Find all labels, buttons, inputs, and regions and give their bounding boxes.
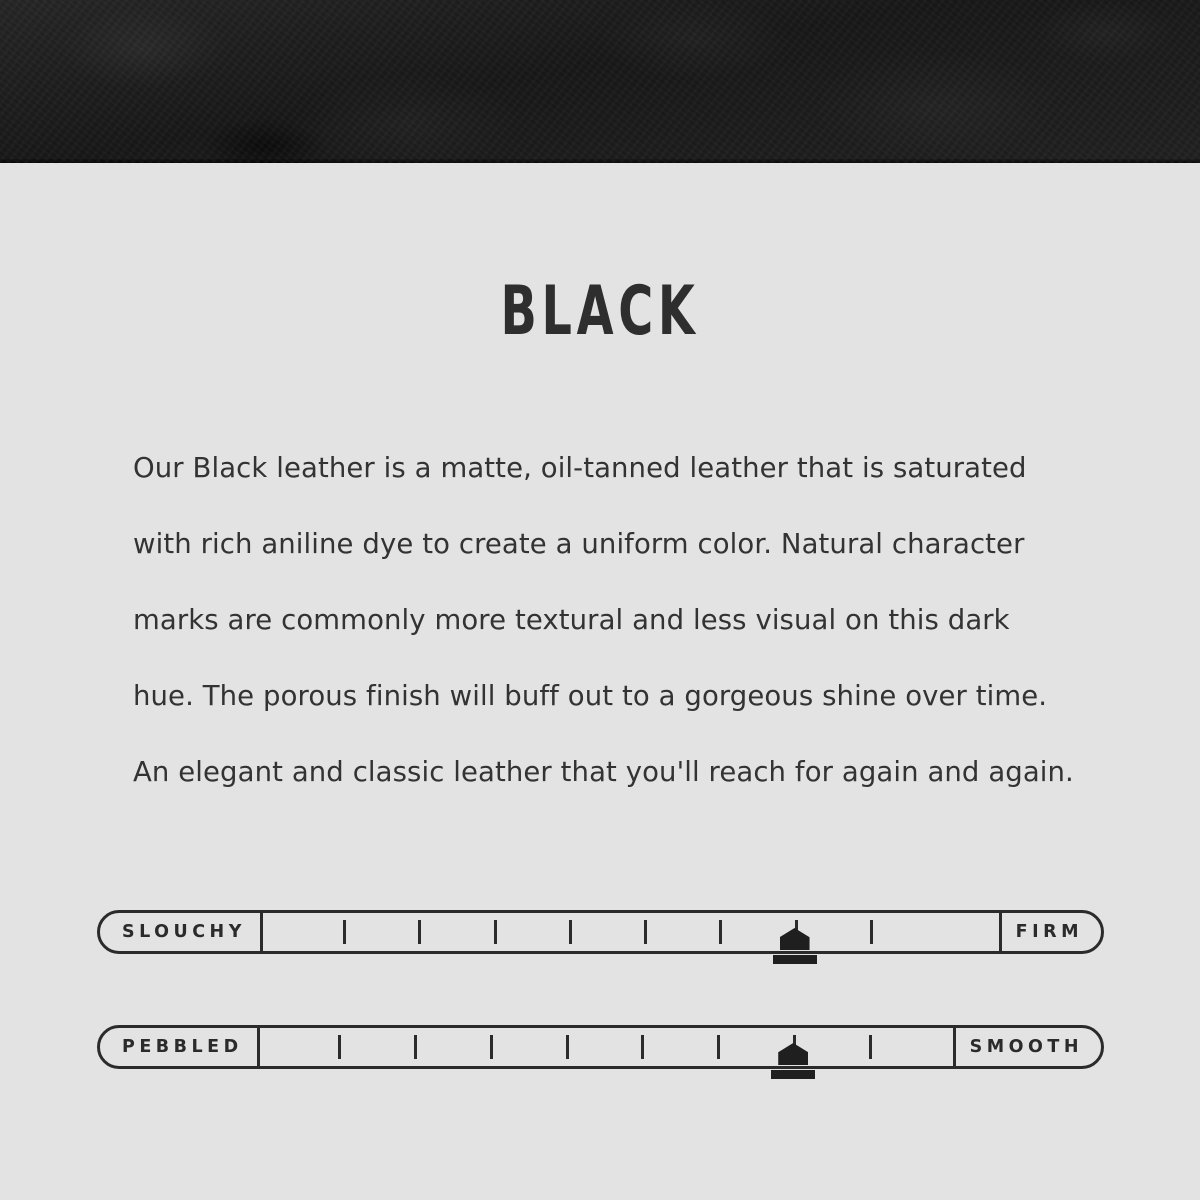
scale-tick [717, 1035, 720, 1059]
scale-texture-ticks [262, 1028, 945, 1066]
scale-tick [719, 920, 722, 944]
description-line-4: hue. The porous finish will buff out to a gorgeous shine over time. [133, 680, 1048, 712]
scale-tick [641, 1035, 644, 1059]
description-line-3: marks are commonly more textural and less visual on this dark [133, 604, 1010, 636]
scale-tick [343, 920, 346, 944]
scale-tick [418, 920, 421, 944]
scale-tick [494, 920, 497, 944]
scale-texture-marker[interactable] [771, 1043, 815, 1091]
description-line-1: Our Black leather is a matte, oil-tanned leather that is saturated [133, 452, 1027, 484]
marker-head-icon [778, 1043, 808, 1065]
scale-structure-marker[interactable] [773, 928, 817, 976]
scale-tick [338, 1035, 341, 1059]
scale-tick [414, 1035, 417, 1059]
marker-bar-icon [773, 955, 817, 964]
scale-tick [566, 1035, 569, 1059]
marker-head-icon [780, 928, 810, 950]
page-title: BLACK [500, 272, 700, 351]
scale-structure-ticks [268, 913, 945, 951]
description-line-5: An elegant and classic leather that you'll reach for again and again. [133, 756, 1074, 788]
scale-structure[interactable] [97, 910, 1104, 954]
scale-tick [869, 1035, 872, 1059]
scale-structure-left-label: SLOUCHY [100, 913, 263, 951]
description-paragraph [133, 430, 1074, 810]
scale-tick [490, 1035, 493, 1059]
marker-bar-icon [771, 1070, 815, 1079]
leather-swatch-banner [0, 0, 1200, 163]
description-line-2: with rich aniline dye to create a uniform color. Natural character [133, 528, 1025, 560]
scale-tick [870, 920, 873, 944]
scale-tick [569, 920, 572, 944]
banner-bottom-edge [0, 159, 1200, 163]
scale-texture[interactable] [97, 1025, 1104, 1069]
scale-structure-right-label: FIRM [999, 913, 1101, 951]
scale-texture-right-label: SMOOTH [953, 1028, 1101, 1066]
scale-tick [644, 920, 647, 944]
scale-texture-left-label: PEBBLED [100, 1028, 260, 1066]
